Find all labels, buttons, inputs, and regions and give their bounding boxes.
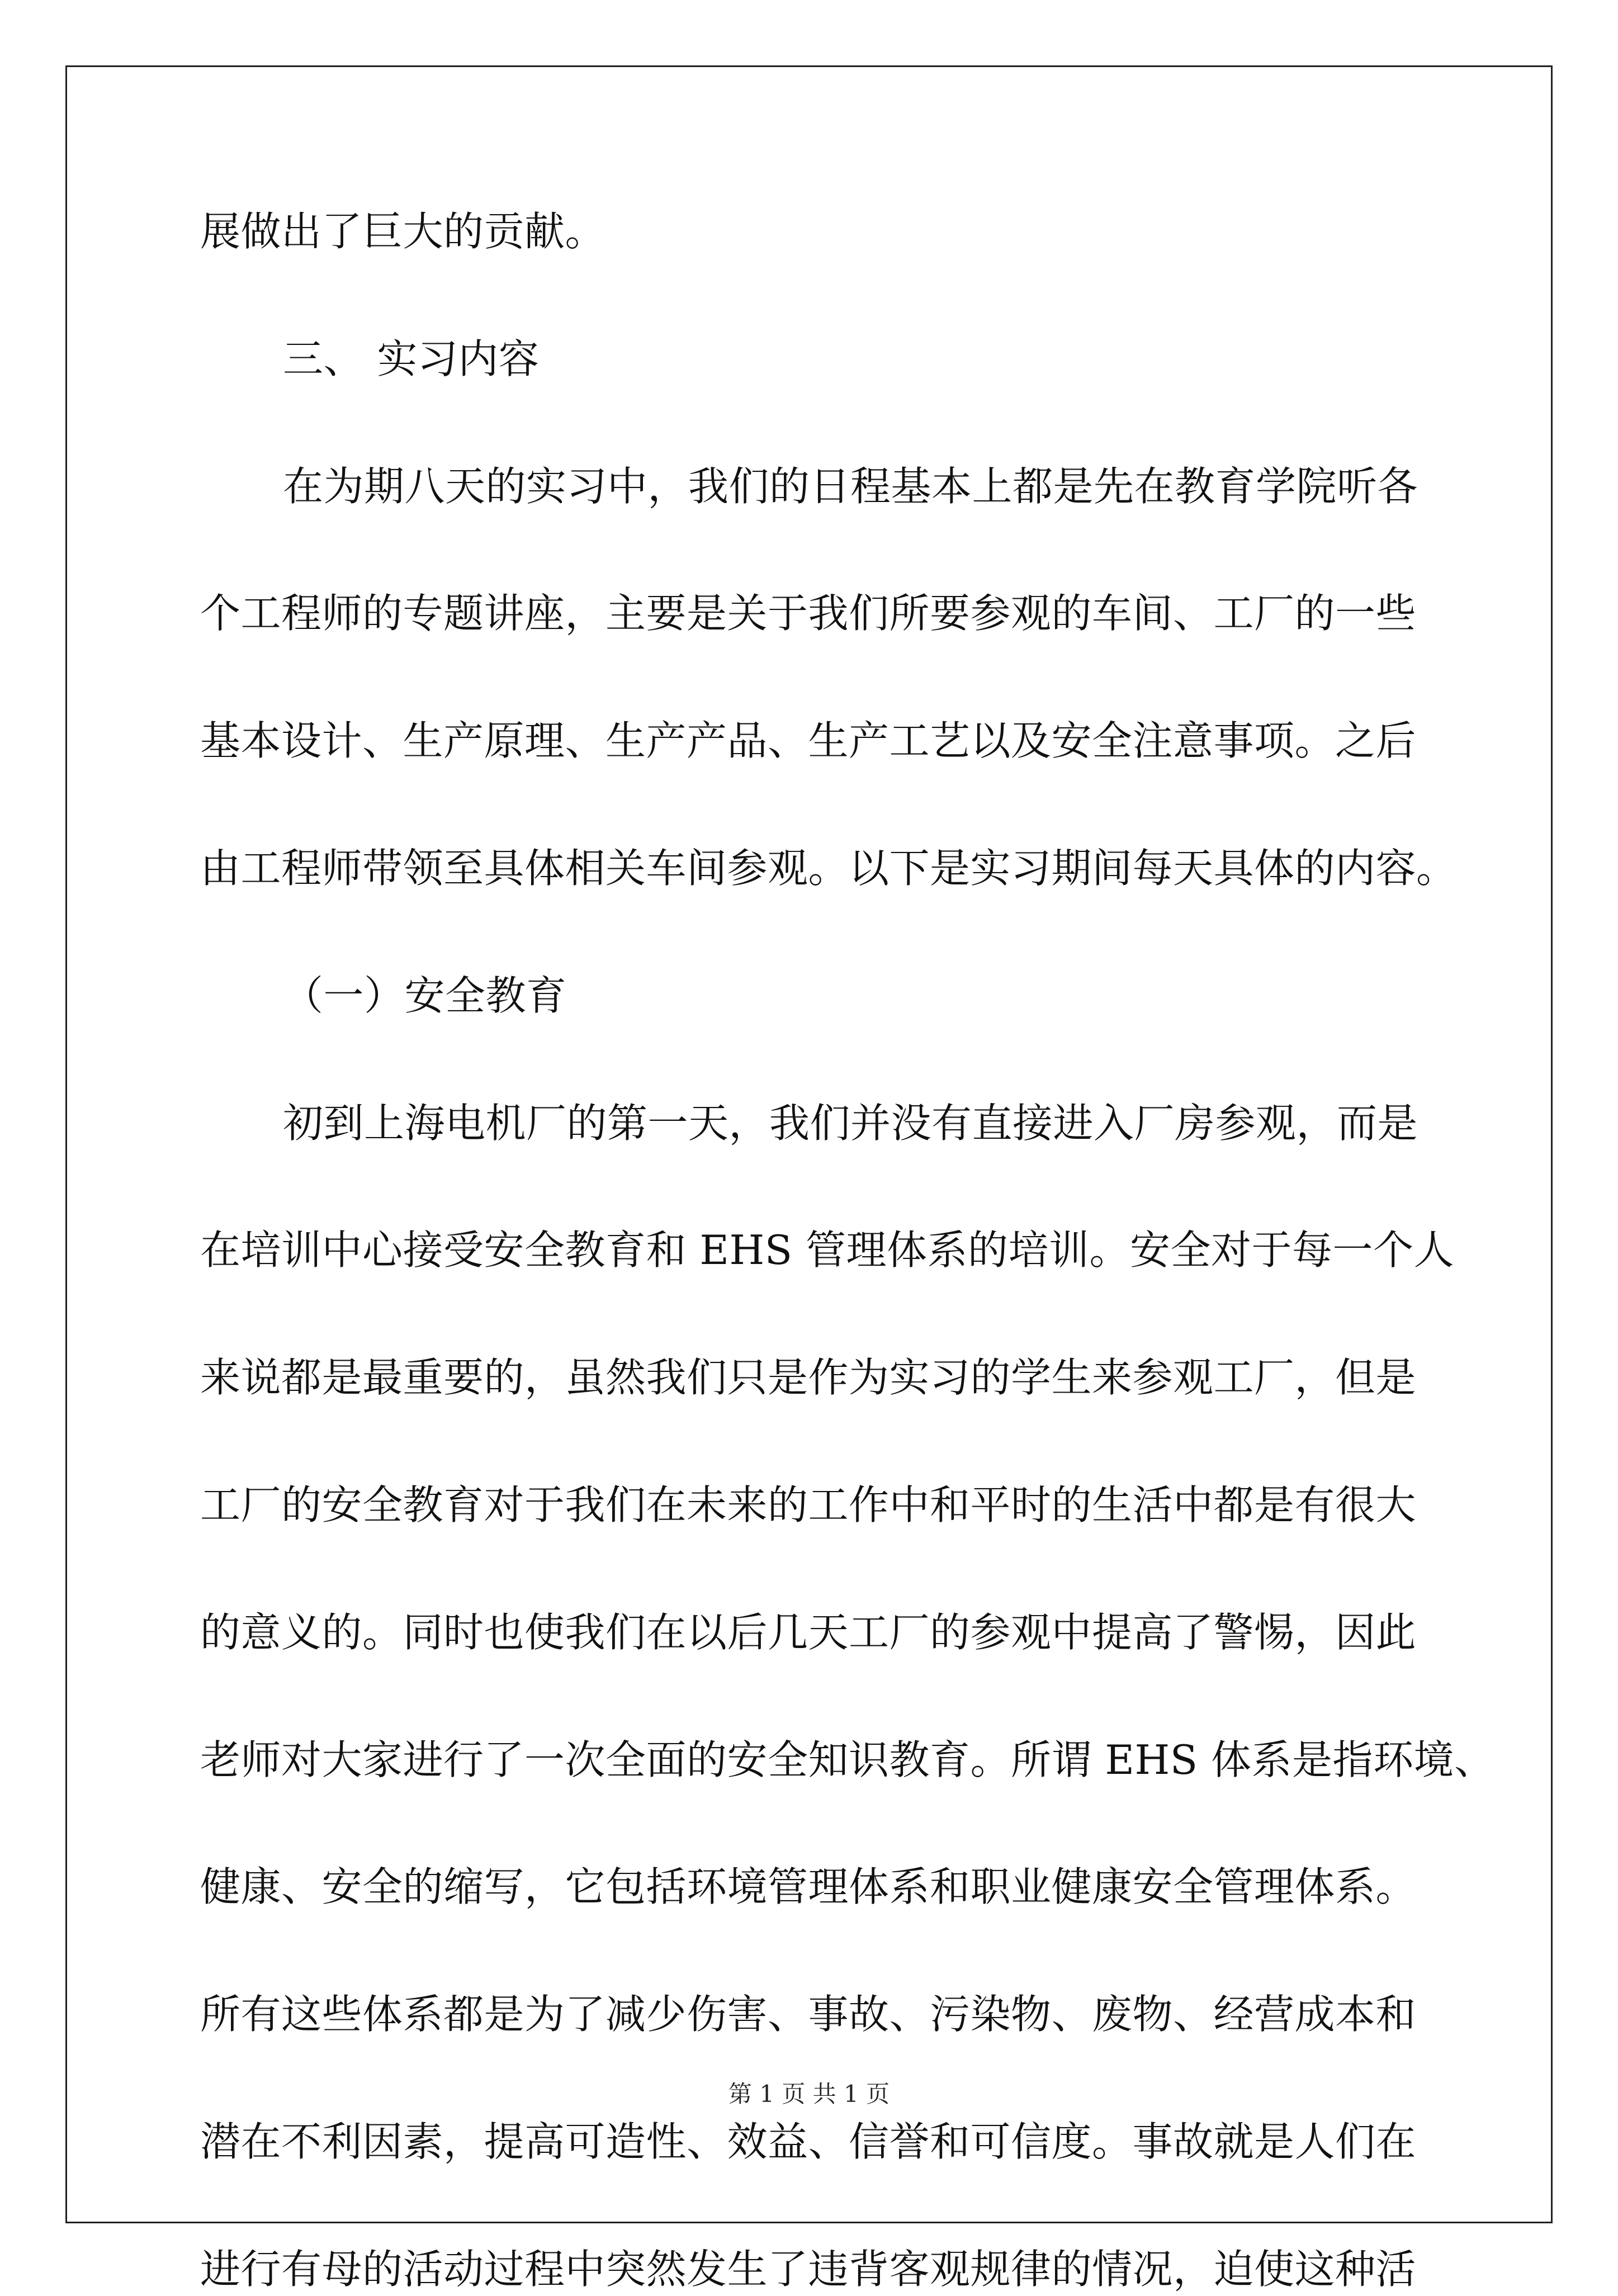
paragraph-line: 所有这些体系都是为了减少伤害、事故、污染物、废物、经营成本和 <box>200 1991 1417 2038</box>
paragraph-line: 个工程师的专题讲座，主要是关于我们所要参观的车间、工厂的一些 <box>200 590 1417 637</box>
section-heading: 三、 实习内容 <box>283 335 540 382</box>
paragraph-line: 由工程师带领至具体相关车间参观。以下是实习期间每天具体的内容。 <box>200 845 1457 892</box>
page-number: 第 1 页 共 1 页 <box>728 2080 890 2108</box>
paragraph-line: 工厂的安全教育对于我们在未来的工作中和平时的生活中都是有很大 <box>200 1481 1417 1528</box>
paragraph-line: 健康、安全的缩写，它包括环境管理体系和职业健康安全管理体系。 <box>200 1863 1417 1910</box>
paragraph-line: 的意义的。同时也使我们在以后几天工厂的参观中提高了警惕，因此 <box>200 1609 1417 1656</box>
paragraph-line: 来说都是最重要的，虽然我们只是作为实习的学生来参观工厂，但是 <box>200 1354 1417 1401</box>
paragraph-line: 潜在不利因素，提高可造性、效益、信誉和可信度。事故就是人们在 <box>200 2118 1417 2165</box>
paragraph-line: 基本设计、生产原理、生产产品、生产工艺以及安全注意事项。之后 <box>200 717 1417 764</box>
paragraph-line: 展做出了巨大的贡献。 <box>200 208 606 255</box>
paragraph-line: 进行有母的活动过程中突然发生了违背客观规律的情况，迫使这种活 <box>200 2246 1417 2293</box>
paragraph-line: 在为期八天的实习中，我们的日程基本上都是先在教育学院听各 <box>283 463 1418 510</box>
paragraph-line: 老师对大家进行了一次全面的安全知识教育。所谓 EHS 体系是指环境、 <box>200 1736 1495 1783</box>
paragraph-line: 在培训中心接受安全教育和 EHS 管理体系的培训。安全对于每一个人 <box>200 1227 1454 1274</box>
paragraph-line: 初到上海电机厂的第一天，我们并没有直接进入厂房参观，而是 <box>283 1100 1418 1147</box>
subsection-heading: （一）安全教育 <box>283 972 567 1019</box>
